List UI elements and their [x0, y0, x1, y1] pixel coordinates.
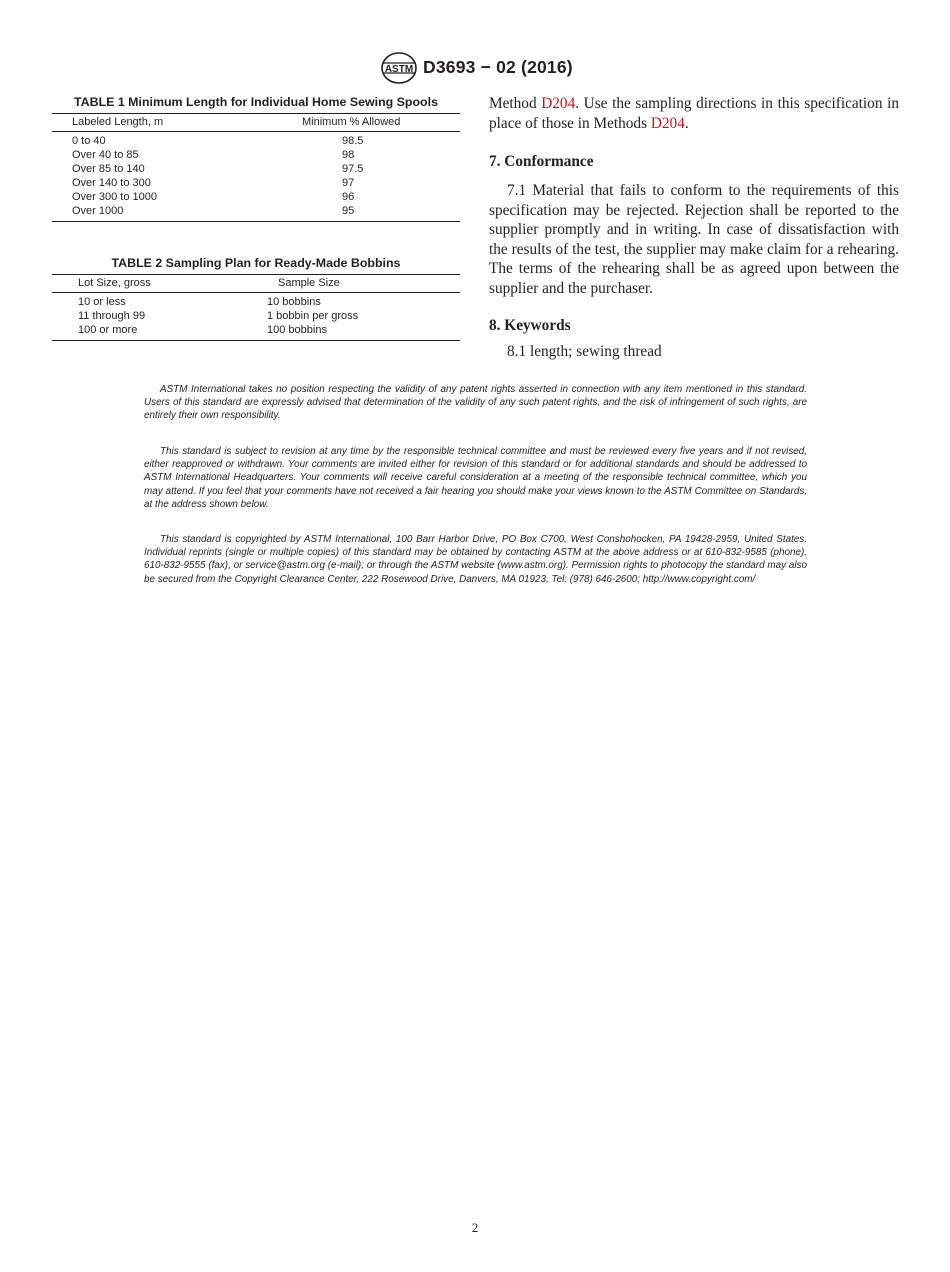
table-cell: 96 [342, 191, 355, 203]
paragraph-text: . [684, 114, 689, 132]
table-cell: 1 bobbin per gross [267, 310, 359, 322]
paragraph-text: . Use the sampling directions in this specification in place of those in Methods [489, 95, 899, 132]
table-cell: Over 1000 [72, 205, 124, 217]
table-row [52, 162, 460, 176]
table-2 [52, 256, 460, 341]
table-row [52, 190, 460, 204]
table-row [52, 309, 460, 323]
table-row [52, 295, 460, 309]
table-1-bottom-rule [52, 221, 460, 222]
section-8-1-paragraph: 8.1 length; sewing thread [507, 343, 662, 360]
table-cell: Over 85 to 140 [72, 163, 145, 175]
table-cell: 98.5 [342, 135, 364, 147]
table-1 [52, 95, 460, 222]
paragraph-text: Method [489, 95, 542, 112]
table-row [52, 176, 460, 190]
table-cell: Over 300 to 1000 [72, 191, 158, 203]
section-8-heading: 8. Keywords [489, 317, 571, 334]
page-number: 2 [471, 1220, 479, 1235]
table-2-col-lot-size: Lot Size, gross [78, 277, 151, 289]
table-cell: 10 or less [78, 296, 126, 308]
copyright-notice: This standard is copyrighted by ASTM International, 100 Barr Harbor Drive, PO Box C700, West Conshohocken, PA 19428-2959, United States. Individual reprints (single or multiple copies) of this standard may be obtained by contacting ASTM at the above address or at 610-832-9585 (phone), 610-832-9555 (fax), or service@astm.org (e-mail); or through the ASTM website (www.astm.org). Permission rights to photocopy the standard may also be secured from the Copyright Clearance Center, 222 Rosewood Drive, Danvers, MA 01923, Tel: (978) 646-2600; http://www.copyright.com/ [144, 534, 807, 585]
reference-link-d204[interactable]: D204 [541, 95, 576, 112]
table-2-bottom-rule [52, 340, 460, 341]
table-1-title: TABLE 1 Minimum Length for Individual Home Sewing Spools [74, 95, 438, 109]
revision-notice: This standard is subject to revision at any time by the responsible technical committee and must be reviewed every five years and if not revised, either reapproved or withdrawn. Your comments are invited either for revision of this standard or for additional standards and should be addressed to ASTM International Headquarters. Your comments will receive careful consideration at a meeting of the responsible technical committee, which you may attend. If you feel that your comments have not received a fair hearing you should make your views known to the ASTM Committee on Standards, at the address shown below. [144, 446, 807, 510]
section-7-1-paragraph: 7.1 Material that fails to conform to the requirements of this specification may be rejected. Rejection shall be reported to the supplier promptly and in writing. In case of dissatisfaction with the results of the test, the supplier may make claim for a rehearing. The terms of the rehearing shall be as agreed upon between the supplier and the purchaser. [489, 182, 899, 297]
table-cell: 97.5 [342, 163, 364, 175]
document-designation: D3693 − 02 (2016) [423, 57, 573, 77]
svg-text:ASTM: ASTM [384, 64, 414, 75]
table-2-title: TABLE 2 Sampling Plan for Ready-Made Bobbins [111, 256, 401, 270]
astm-logo-icon [381, 52, 417, 84]
table-cell: 98 [342, 149, 355, 161]
page-header [0, 52, 950, 86]
continued-paragraph [489, 94, 899, 133]
table-cell: 95 [342, 205, 355, 217]
table-cell: 10 bobbins [267, 296, 321, 308]
table-cell: Over 140 to 300 [72, 177, 151, 189]
table-2-col-sample-size: Sample Size [278, 277, 340, 289]
table-cell: 100 bobbins [267, 324, 327, 336]
patent-notice: ASTM International takes no position respecting the validity of any patent rights asserted in connection with any item mentioned in this standard. Users of this standard are expressly advised that determination of the validity of any such patent rights, and the risk of infringement of such rights, are entirely their own responsibility. [144, 384, 807, 422]
table-cell: 0 to 40 [72, 135, 106, 147]
table-cell: 97 [342, 177, 355, 189]
table-1-col-labeled-length: Labeled Length, m [72, 116, 164, 128]
table-row [52, 134, 460, 148]
table-1-col-minimum-allowed: Minimum % Allowed [302, 116, 401, 128]
table-cell: Over 40 to 85 [72, 149, 139, 161]
section-7-heading: 7. Conformance [489, 153, 594, 170]
table-row [52, 204, 460, 218]
table-cell: 11 through 99 [78, 310, 146, 322]
table-cell: 100 or more [78, 324, 138, 336]
table-2-header-row [52, 275, 460, 292]
reference-link-d204[interactable]: D204 [650, 114, 685, 132]
table-row [52, 148, 460, 162]
table-1-header-row [52, 114, 460, 131]
table-row [52, 323, 460, 337]
